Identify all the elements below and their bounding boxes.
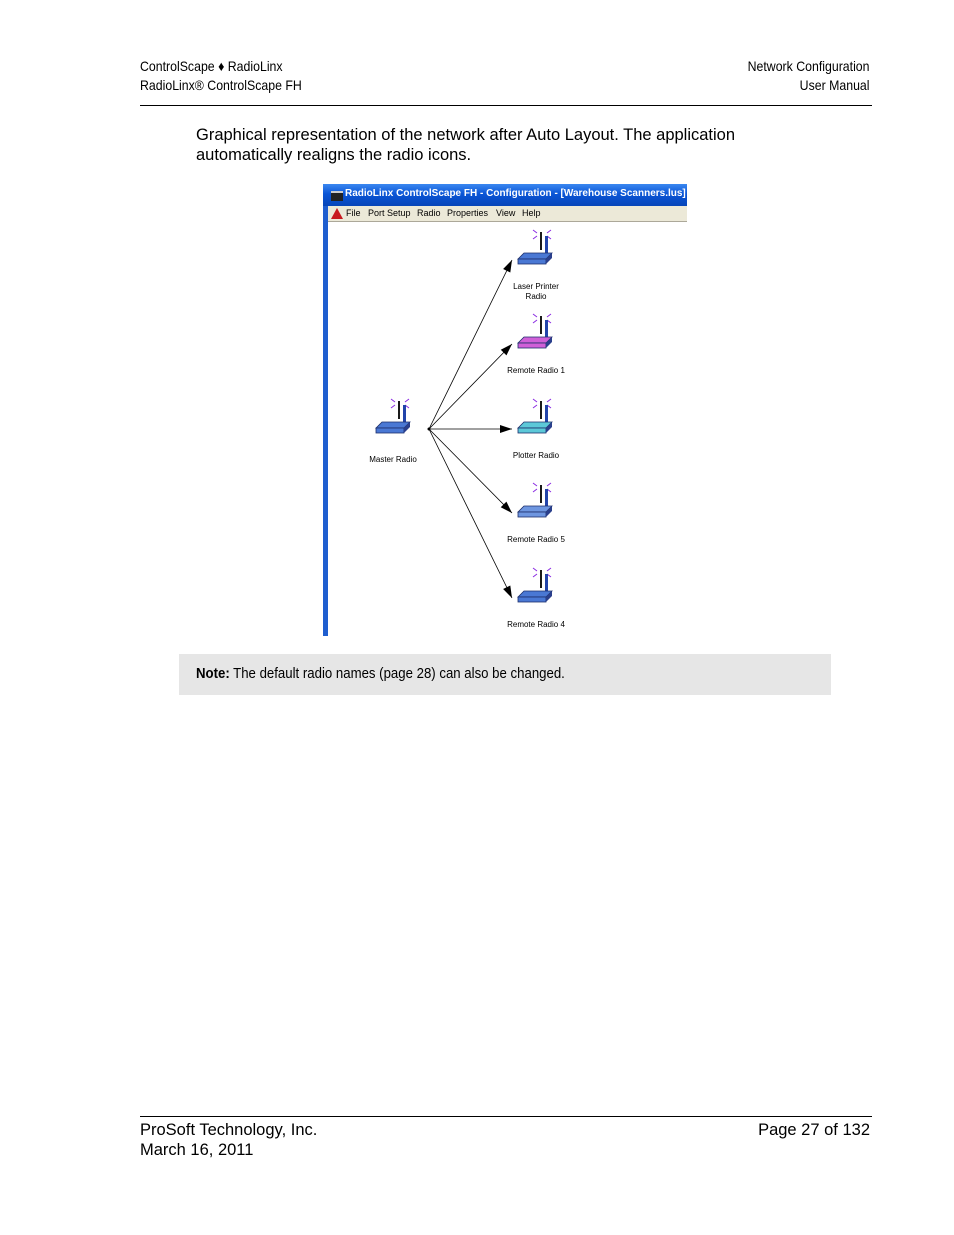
remote-radio-icon-0[interactable] [518,230,552,264]
menu-properties[interactable]: Properties [447,208,489,218]
remote-label-1: Remote Radio 1 [507,366,565,375]
connection-arrow-2 [500,425,512,433]
note-body: The default radio names (page 28) can also be changed. [229,665,565,682]
network-canvas[interactable] [328,221,687,636]
menu-file[interactable]: File [346,208,361,218]
remote-radio-icon-4[interactable] [518,568,552,602]
note-box [179,654,831,695]
menu-help[interactable]: Help [522,208,541,218]
menu-bar [328,206,687,221]
connection-arrow-0 [503,260,512,273]
connection-arrow-4 [503,585,512,598]
window-icon [331,191,343,201]
app-screenshot [323,184,687,636]
remote-radio-icon-1[interactable] [518,314,552,348]
menu-port-setup[interactable]: Port Setup [368,208,411,218]
window-titlebar[interactable] [323,184,687,206]
master-radio-icon[interactable] [376,399,410,433]
note-label: Note: [196,665,230,682]
footer-company: ProSoft Technology, Inc. [140,1121,318,1139]
header-rule [140,105,872,106]
window-title: RadioLinx ControlScape FH - Configuration - [Warehouse Scanners.lus] [345,188,686,199]
footer-right [758,1120,870,1140]
remote-label-4: Remote Radio 4 [507,620,565,629]
app-logo-icon [331,208,343,219]
remote-radio-icon-2[interactable] [518,399,552,433]
header-manual: User Manual [800,77,870,93]
remote-label-2: Plotter Radio [512,451,560,460]
header-product: ControlScape ♦ RadioLinx [140,58,283,74]
header-right [748,57,870,95]
footer-left [140,1120,317,1160]
footer-rule [140,1116,872,1117]
remote-label-0: Laser Printer Radio [513,282,559,301]
page-number: Page 27 of 132 [758,1121,870,1139]
header-subproduct: RadioLinx® ControlScape FH [140,77,302,93]
footer-date: March 16, 2011 [140,1141,254,1159]
remote-label-3: Remote Radio 5 [507,535,565,544]
connection-line-3 [429,429,512,513]
header-left [140,57,302,95]
note-text [196,665,565,682]
hub-dot [428,428,431,431]
menu-view[interactable]: View [496,208,516,218]
menu-radio[interactable]: Radio [417,208,441,218]
connection-line-1 [429,344,512,429]
remote-radio-icon-3[interactable] [518,483,552,517]
header-section: Network Configuration [748,58,870,74]
intro-paragraph: Graphical representation of the network after Auto Layout. The application automatically realigns the radio icons. [196,126,736,164]
master-radio-label: Master Radio [369,455,417,464]
